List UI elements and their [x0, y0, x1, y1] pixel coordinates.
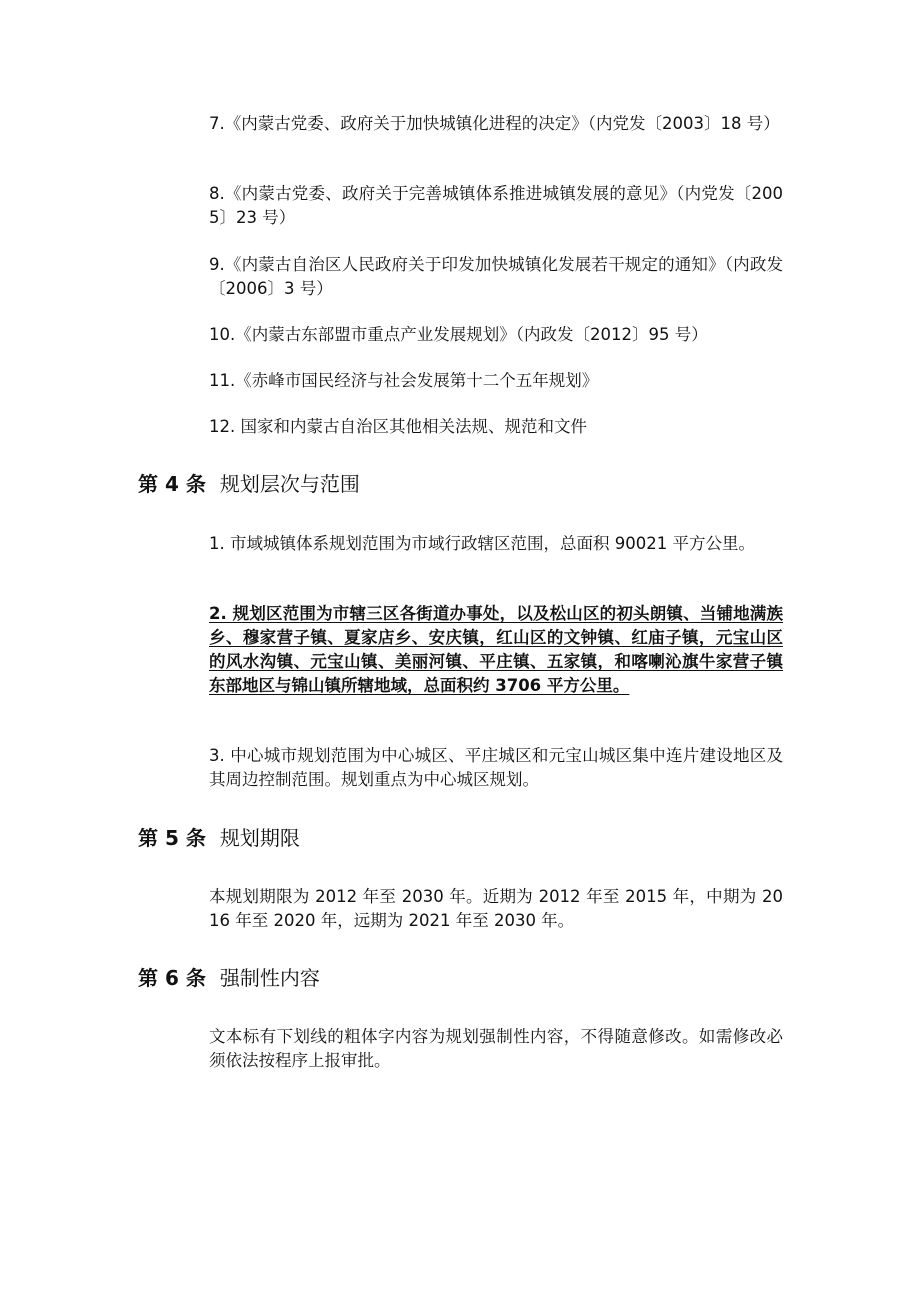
article-4-title: 规划层次与范围 — [219, 472, 360, 496]
reference-item-8: 8.《内蒙古党委、政府关于完善城镇体系推进城镇发展的意见》（内党发〔2005〕23 号） — [209, 184, 783, 227]
article-4-heading — [138, 470, 360, 498]
article-4-item-3: 3. 中心城市规划范围为中心城区、平庄城区和元宝山城区集中连片建设地区及其周边控制范围。规划重点为中心城区规划。 — [209, 746, 783, 789]
article-6-body: 文本标有下划线的粗体字内容为规划强制性内容，不得随意修改。如需修改必须依法按程序上报审批。 — [209, 1027, 783, 1070]
reference-item-9: 9.《内蒙古自治区人民政府关于印发加快城镇化发展若干规定的通知》（内政发〔2006〕3 号） — [209, 255, 783, 298]
article-4-item-1: 1. 市域城镇体系规划范围为市域行政辖区范围，总面积 90021 平方公里。 — [209, 534, 755, 553]
article-6-title: 强制性内容 — [219, 966, 320, 990]
reference-item-11: 11.《赤峰市国民经济与社会发展第十二个五年规划》 — [209, 371, 599, 390]
reference-item-10: 10.《内蒙古东部盟市重点产业发展规划》（内政发〔2012〕95 号） — [209, 325, 708, 344]
article-4-item-2-mandatory: 2. 规划区范围为市辖三区各街道办事处，以及松山区的初头朗镇、当铺地满族乡、穆家营子镇、夏家店乡、安庆镇，红山区的文钟镇、红庙子镇，元宝山区的风水沟镇、元宝山镇、美丽河镇、平庄镇、五家镇，和喀喇沁旗牛家营子镇东部地区与锦山镇所辖地域，总面积约 3706 平方公里。 — [209, 604, 783, 695]
article-6-heading — [138, 964, 320, 992]
reference-item-12: 12. 国家和内蒙古自治区其他相关法规、规范和文件 — [209, 417, 587, 436]
article-5-body: 本规划期限为 2012 年至 2030 年。近期为 2012 年至 2015 年，中期为 2016 年至 2020 年，远期为 2021 年至 2030 年。 — [209, 887, 783, 930]
article-6-number: 第 6 条 — [138, 966, 206, 990]
article-5-title: 规划期限 — [219, 826, 300, 850]
article-4-number: 第 4 条 — [138, 472, 206, 496]
reference-item-7: 7.《内蒙古党委、政府关于加快城镇化进程的决定》（内党发〔2003〕18 号） — [209, 114, 780, 133]
article-5-number: 第 5 条 — [138, 826, 206, 850]
article-5-heading — [138, 824, 300, 852]
